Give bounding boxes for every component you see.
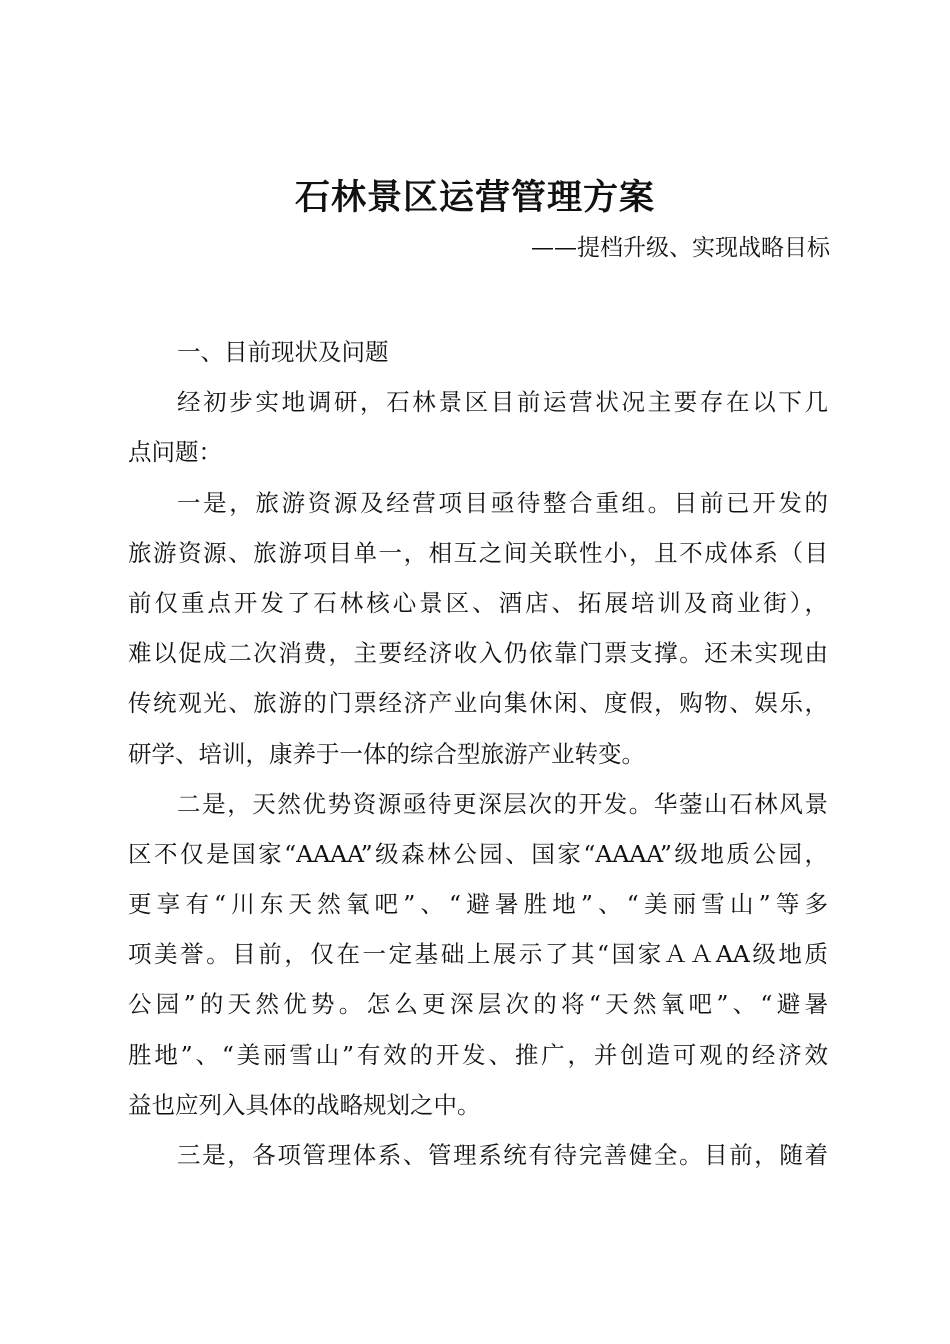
paragraph-line: 经初步实地调研，石林景区目前运营状况主要存在以下几 <box>177 388 828 417</box>
document-subtitle: ——提档升级、实现战略目标 <box>531 235 830 261</box>
document-title: 石林景区运营管理方案 <box>294 177 655 218</box>
document-body <box>128 327 828 1180</box>
paragraph-line: 益也应列入具体的战略规划之中。 <box>128 1090 481 1119</box>
paragraph-line: 项美誉。目前，仅在一定基础上展示了其“国家ＡＡAA级地质 <box>128 940 828 969</box>
paragraph-line: 胜地”、“美丽雪山”有效的开发、推广，并创造可观的经济效 <box>128 1040 828 1069</box>
paragraph-line: 点问题： <box>128 438 222 467</box>
paragraph-line: 一是，旅游资源及经营项目亟待整合重组。目前已开发的 <box>177 488 828 517</box>
paragraph-line: 研学、培训，康养于一体的综合型旅游产业转变。 <box>128 739 645 768</box>
paragraph-line: 公园”的天然优势。怎么更深层次的将“天然氧吧”、“避暑 <box>128 990 828 1019</box>
paragraph-line: 二是，天然优势资源亟待更深层次的开发。华蓥山石林风景 <box>177 789 828 818</box>
paragraph-line: 旅游资源、旅游项目单一，相互之间关联性小，且不成体系（目 <box>128 538 828 567</box>
paragraph-line: 传统观光、旅游的门票经济产业向集休闲、度假，购物、娱乐， <box>128 689 828 718</box>
paragraph-line: 难以促成二次消费，主要经济收入仍依靠门票支撑。还未实现由 <box>128 639 828 668</box>
paragraph-line: 前仅重点开发了石林核心景区、酒店、拓展培训及商业街）， <box>128 588 828 617</box>
paragraph-line: 三是，各项管理体系、管理系统有待完善健全。目前，随着 <box>177 1141 828 1169</box>
paragraph-line: 区不仅是国家“AAAA”级森林公园、国家“AAAA”级地质公园， <box>128 839 828 868</box>
paragraph-line: 更享有“川东天然氧吧”、“避暑胜地”、“美丽雪山”等多 <box>128 890 828 919</box>
section-heading: 一、目前现状及问题 <box>177 338 389 366</box>
